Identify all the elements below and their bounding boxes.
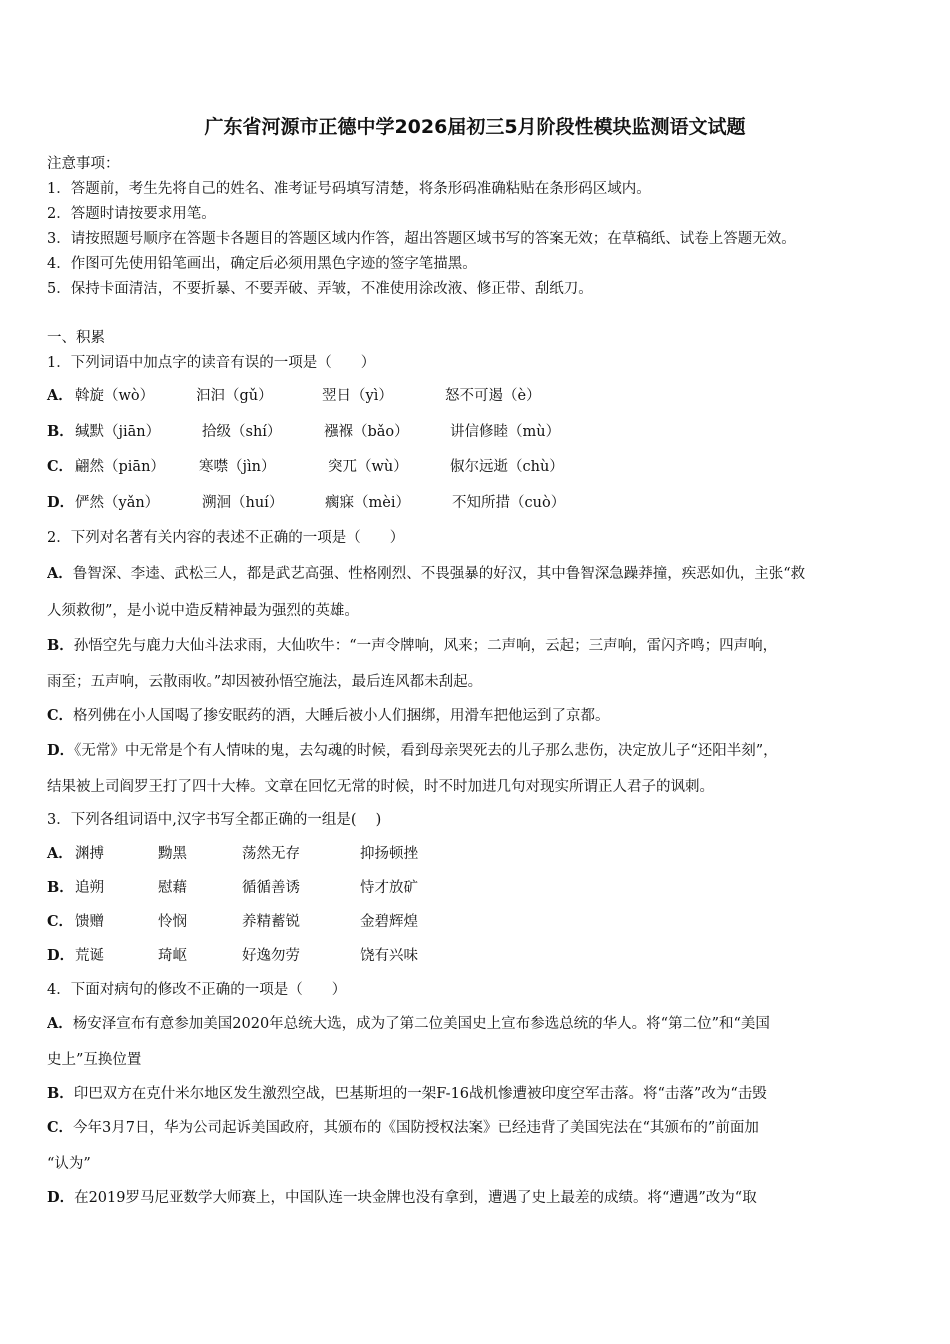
option-item: 拾级（shí） xyxy=(202,424,282,440)
question-2-option-d-cont: 结果被上司阎罗王打了四十大棒。文章在回忆无常的时候，时不时加进几句对现实所谓正人君子的讽刺。 xyxy=(47,779,714,795)
option-item: 俨然（yǎn） xyxy=(75,495,160,511)
option-item: 渊搏 xyxy=(75,846,104,862)
option-item: 金碧辉煌 xyxy=(360,914,418,930)
option-item: 荡然无存 xyxy=(242,846,300,862)
page-title: 广东省河源市正德中学2026届初三5月阶段性模块监测语文试题 xyxy=(204,116,746,138)
option-label: A． xyxy=(47,565,73,582)
option-item: 不知所措（cuò） xyxy=(452,495,566,511)
option-label: D． xyxy=(47,742,75,759)
option-item: 翌日（yì） xyxy=(322,388,393,404)
question-2-stem: 2．下列对名著有关内容的表述不正确的一项是（ ） xyxy=(47,530,405,546)
option-item: 俶尔远逝（chù） xyxy=(450,459,564,475)
question-2-option-c[interactable]: C．格列佛在小人国喝了掺安眠药的酒，大睡后被小人们捆绑，用滑车把他运到了京都。 xyxy=(47,707,610,724)
option-item: 抑扬顿挫 xyxy=(360,846,418,862)
option-item: 讲信修睦（mù） xyxy=(450,424,561,440)
notice-item-4: 4．作图可先使用铅笔画出，确定后必须用黑色字迹的签字笔描黑。 xyxy=(47,256,477,272)
option-item: 突兀（wù） xyxy=(328,459,408,475)
option-label: C． xyxy=(47,707,74,724)
option-item: 瘸寐（mèi） xyxy=(325,495,410,511)
option-item: 追朔 xyxy=(75,880,104,896)
option-item: 翩然（piān） xyxy=(75,459,165,475)
option-item: 慰藉 xyxy=(158,880,187,896)
option-item: 襁褓（bǎo） xyxy=(324,424,409,440)
option-item: 循循善诱 xyxy=(242,880,300,896)
question-4-option-d[interactable]: D．在2019罗马尼亚数学大师赛上，中国队连一块金牌也没有拿到，遭遇了史上最差的成绩。将“遭遇”改为“取 xyxy=(47,1189,757,1206)
question-4-option-c[interactable]: C．今年3月7日，华为公司起诉美国政府，其颁布的《国防授权法案》已经违背了美国宪法在“其颁布的”前面加 xyxy=(47,1119,759,1136)
option-item: 馈赠 xyxy=(75,914,104,930)
question-4-option-a[interactable]: A．杨安泽宣布有意参加美国2020年总统大选，成为了第二位美国史上宣布参选总统的华人。将“第二位”和“美国 xyxy=(47,1015,770,1032)
option-item: 养精蓄锐 xyxy=(242,914,300,930)
question-2-option-a[interactable]: A．鲁智深、李逵、武松三人，都是武艺高强、性格刚烈、不畏强暴的好汉，其中鲁智深急躁莽撞，疾恶如仇，主张“救 xyxy=(47,565,806,582)
option-label: D． xyxy=(47,494,75,511)
option-item: 溯洄（huí） xyxy=(202,495,284,511)
section-heading: 一、积累 xyxy=(47,330,105,346)
option-label: A． xyxy=(47,845,73,862)
question-1-stem: 1．下列词语中加点字的读音有误的一项是（ ） xyxy=(47,355,376,371)
question-2-option-b[interactable]: B．孙悟空先与鹿力大仙斗法求雨，大仙吹牛：“一声令牌响，风来；二声响，云起；三声响，雷闪齐鸣；四声响， xyxy=(47,637,778,654)
option-item: 斡旋（wò） xyxy=(75,388,155,404)
question-4-option-b[interactable]: B．印巴双方在克什米尔地区发生激烈空战，巴基斯坦的一架F-16战机惨遭被印度空军击落。将“击落”改为“击毁 xyxy=(47,1085,767,1102)
question-3-stem: 3．下列各组词语中,汉字书写全都正确的一组是( ) xyxy=(47,812,382,828)
notice-item-1: 1．答题前，考生先将自己的姓名、准考证号码填写清楚，将条形码准确粘贴在条形码区域内。 xyxy=(47,181,651,197)
option-label: A． xyxy=(47,1015,73,1032)
option-label: A． xyxy=(47,387,73,404)
option-item: 黝黑 xyxy=(158,846,187,862)
notice-item-3: 3．请按照题号顺序在答题卡各题目的答题区域内作答，超出答题区域书写的答案无效；在草稿纸、试卷上答题无效。 xyxy=(47,231,796,247)
question-4-option-c-cont: “认为” xyxy=(47,1156,91,1172)
option-label: B． xyxy=(47,879,74,896)
option-item: 汩汩（gǔ） xyxy=(196,388,273,404)
option-item: 怒不可遏（è） xyxy=(445,388,541,404)
option-item: 怜悯 xyxy=(158,914,187,930)
notice-heading: 注意事项： xyxy=(47,156,120,172)
notice-item-2: 2．答题时请按要求用笔。 xyxy=(47,206,216,222)
option-item: 琦岖 xyxy=(158,948,187,964)
option-label: C． xyxy=(47,458,74,475)
option-item: 饶有兴味 xyxy=(360,948,418,964)
question-4-option-a-cont: 史上”互换位置 xyxy=(47,1052,142,1068)
question-2-option-b-cont: 雨至；五声响，云散雨收。”却因被孙悟空施法，最后连风都未刮起。 xyxy=(47,674,483,690)
option-label: D． xyxy=(47,1189,75,1206)
option-label: B． xyxy=(47,423,74,440)
notice-item-5: 5．保持卡面清洁，不要折暴、不要弄破、弄皱，不准使用涂改液、修正带、刮纸刀。 xyxy=(47,281,593,297)
option-label: C． xyxy=(47,913,74,930)
option-label: C． xyxy=(47,1119,74,1136)
option-label: B． xyxy=(47,1085,74,1102)
option-item: 寒噤（jìn） xyxy=(199,459,276,475)
option-item: 恃才放矿 xyxy=(360,880,418,896)
option-item: 缄默（jiān） xyxy=(75,424,161,440)
question-2-option-a-cont: 人须救彻”，是小说中造反精神最为强烈的英雄。 xyxy=(47,603,359,619)
question-2-option-d[interactable]: D．《无常》中无常是个有人情味的鬼，去勾魂的时候，看到母亲哭死去的儿子那么悲伤，决定放儿子“还阳半刻”， xyxy=(47,742,778,759)
option-label: B． xyxy=(47,637,74,654)
option-item: 好逸勿劳 xyxy=(242,948,300,964)
option-label: D． xyxy=(47,947,75,964)
question-4-stem: 4．下面对病句的修改不正确的一项是（ ） xyxy=(47,982,347,998)
option-item: 荒诞 xyxy=(75,948,104,964)
